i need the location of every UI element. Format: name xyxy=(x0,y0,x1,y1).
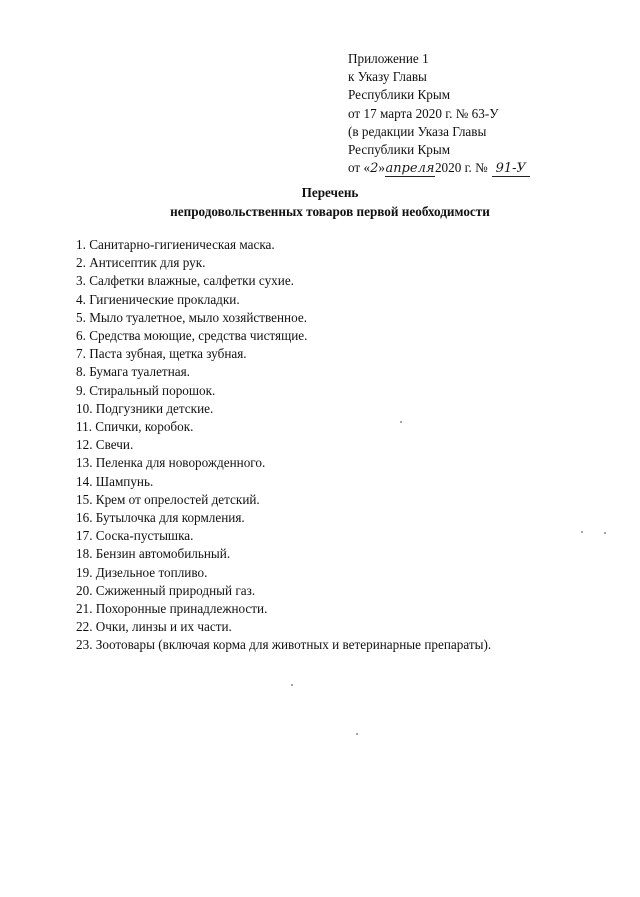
amendment-date-line xyxy=(348,159,608,178)
title-line-2: непродовольственных товаров первой необходимости xyxy=(170,203,490,219)
list-item: 11. Спички, коробок. xyxy=(76,419,194,435)
list-item: 10. Подгузники детские. xyxy=(76,400,214,416)
list-item: 14. Шампунь. xyxy=(76,473,154,489)
list-item: 19. Дизельное топливо. xyxy=(76,564,208,580)
appendix-line: от 17 марта 2020 г. № 63-У xyxy=(348,105,499,121)
appendix-header xyxy=(348,50,608,178)
handwritten-day: 2 xyxy=(370,161,379,177)
list-item: 4. Гигиенические прокладки. xyxy=(76,291,240,307)
scan-speck xyxy=(291,684,293,686)
scan-speck xyxy=(400,421,402,423)
list-item: 1. Санитарно-гигиеническая маска. xyxy=(76,237,275,252)
list-item: 21. Похоронные принадлежности. xyxy=(76,601,268,617)
list-item: 15. Крем от опрелостей детский. xyxy=(76,491,260,507)
list-item: 23. Зоотовары (включая корма для животных и ветеринарные препараты). xyxy=(76,637,492,653)
list-item: 6. Средства моющие, средства чистящие. xyxy=(76,328,308,344)
list-item: 9. Стиральный порошок. xyxy=(76,382,216,398)
scan-speck xyxy=(581,531,583,533)
document-title xyxy=(0,184,640,221)
list-item: 20. Сжиженный природный газ. xyxy=(76,582,256,598)
list-item: 12. Свечи. xyxy=(76,437,134,453)
goods-list xyxy=(76,236,616,655)
handwritten-number: 91-У xyxy=(492,162,530,177)
list-item: 5. Мыло туалетное, мыло хозяйственное. xyxy=(76,309,308,325)
list-item: 17. Соска-пустышка. xyxy=(76,528,194,544)
appendix-line: Республики Крым xyxy=(348,142,451,158)
date-mid: » xyxy=(378,160,385,176)
scan-speck xyxy=(604,532,606,534)
list-item: 13. Пеленка для новорожденного. xyxy=(76,455,266,471)
title-line-1: Перечень xyxy=(301,185,359,200)
appendix-line: Приложение 1 xyxy=(348,51,429,66)
date-prefix: от « xyxy=(348,160,371,176)
list-item: 16. Бутылочка для кормления. xyxy=(76,510,245,526)
list-item: 3. Салфетки влажные, салфетки сухие. xyxy=(76,273,294,289)
handwritten-month: апреля xyxy=(385,161,435,177)
scan-speck xyxy=(356,733,358,735)
appendix-line: Республики Крым xyxy=(348,87,451,103)
list-item: 8. Бумага туалетная. xyxy=(76,364,190,380)
appendix-line: (в редакции Указа Главы xyxy=(348,123,487,139)
date-year: 2020 г. № xyxy=(434,160,488,176)
appendix-line: к Указу Главы xyxy=(348,69,427,85)
list-item: 2. Антисептик для рук. xyxy=(76,255,206,271)
list-item: 18. Бензин автомобильный. xyxy=(76,546,231,562)
list-item: 7. Паста зубная, щетка зубная. xyxy=(76,346,247,362)
list-item: 22. Очки, линзы и их части. xyxy=(76,619,232,635)
